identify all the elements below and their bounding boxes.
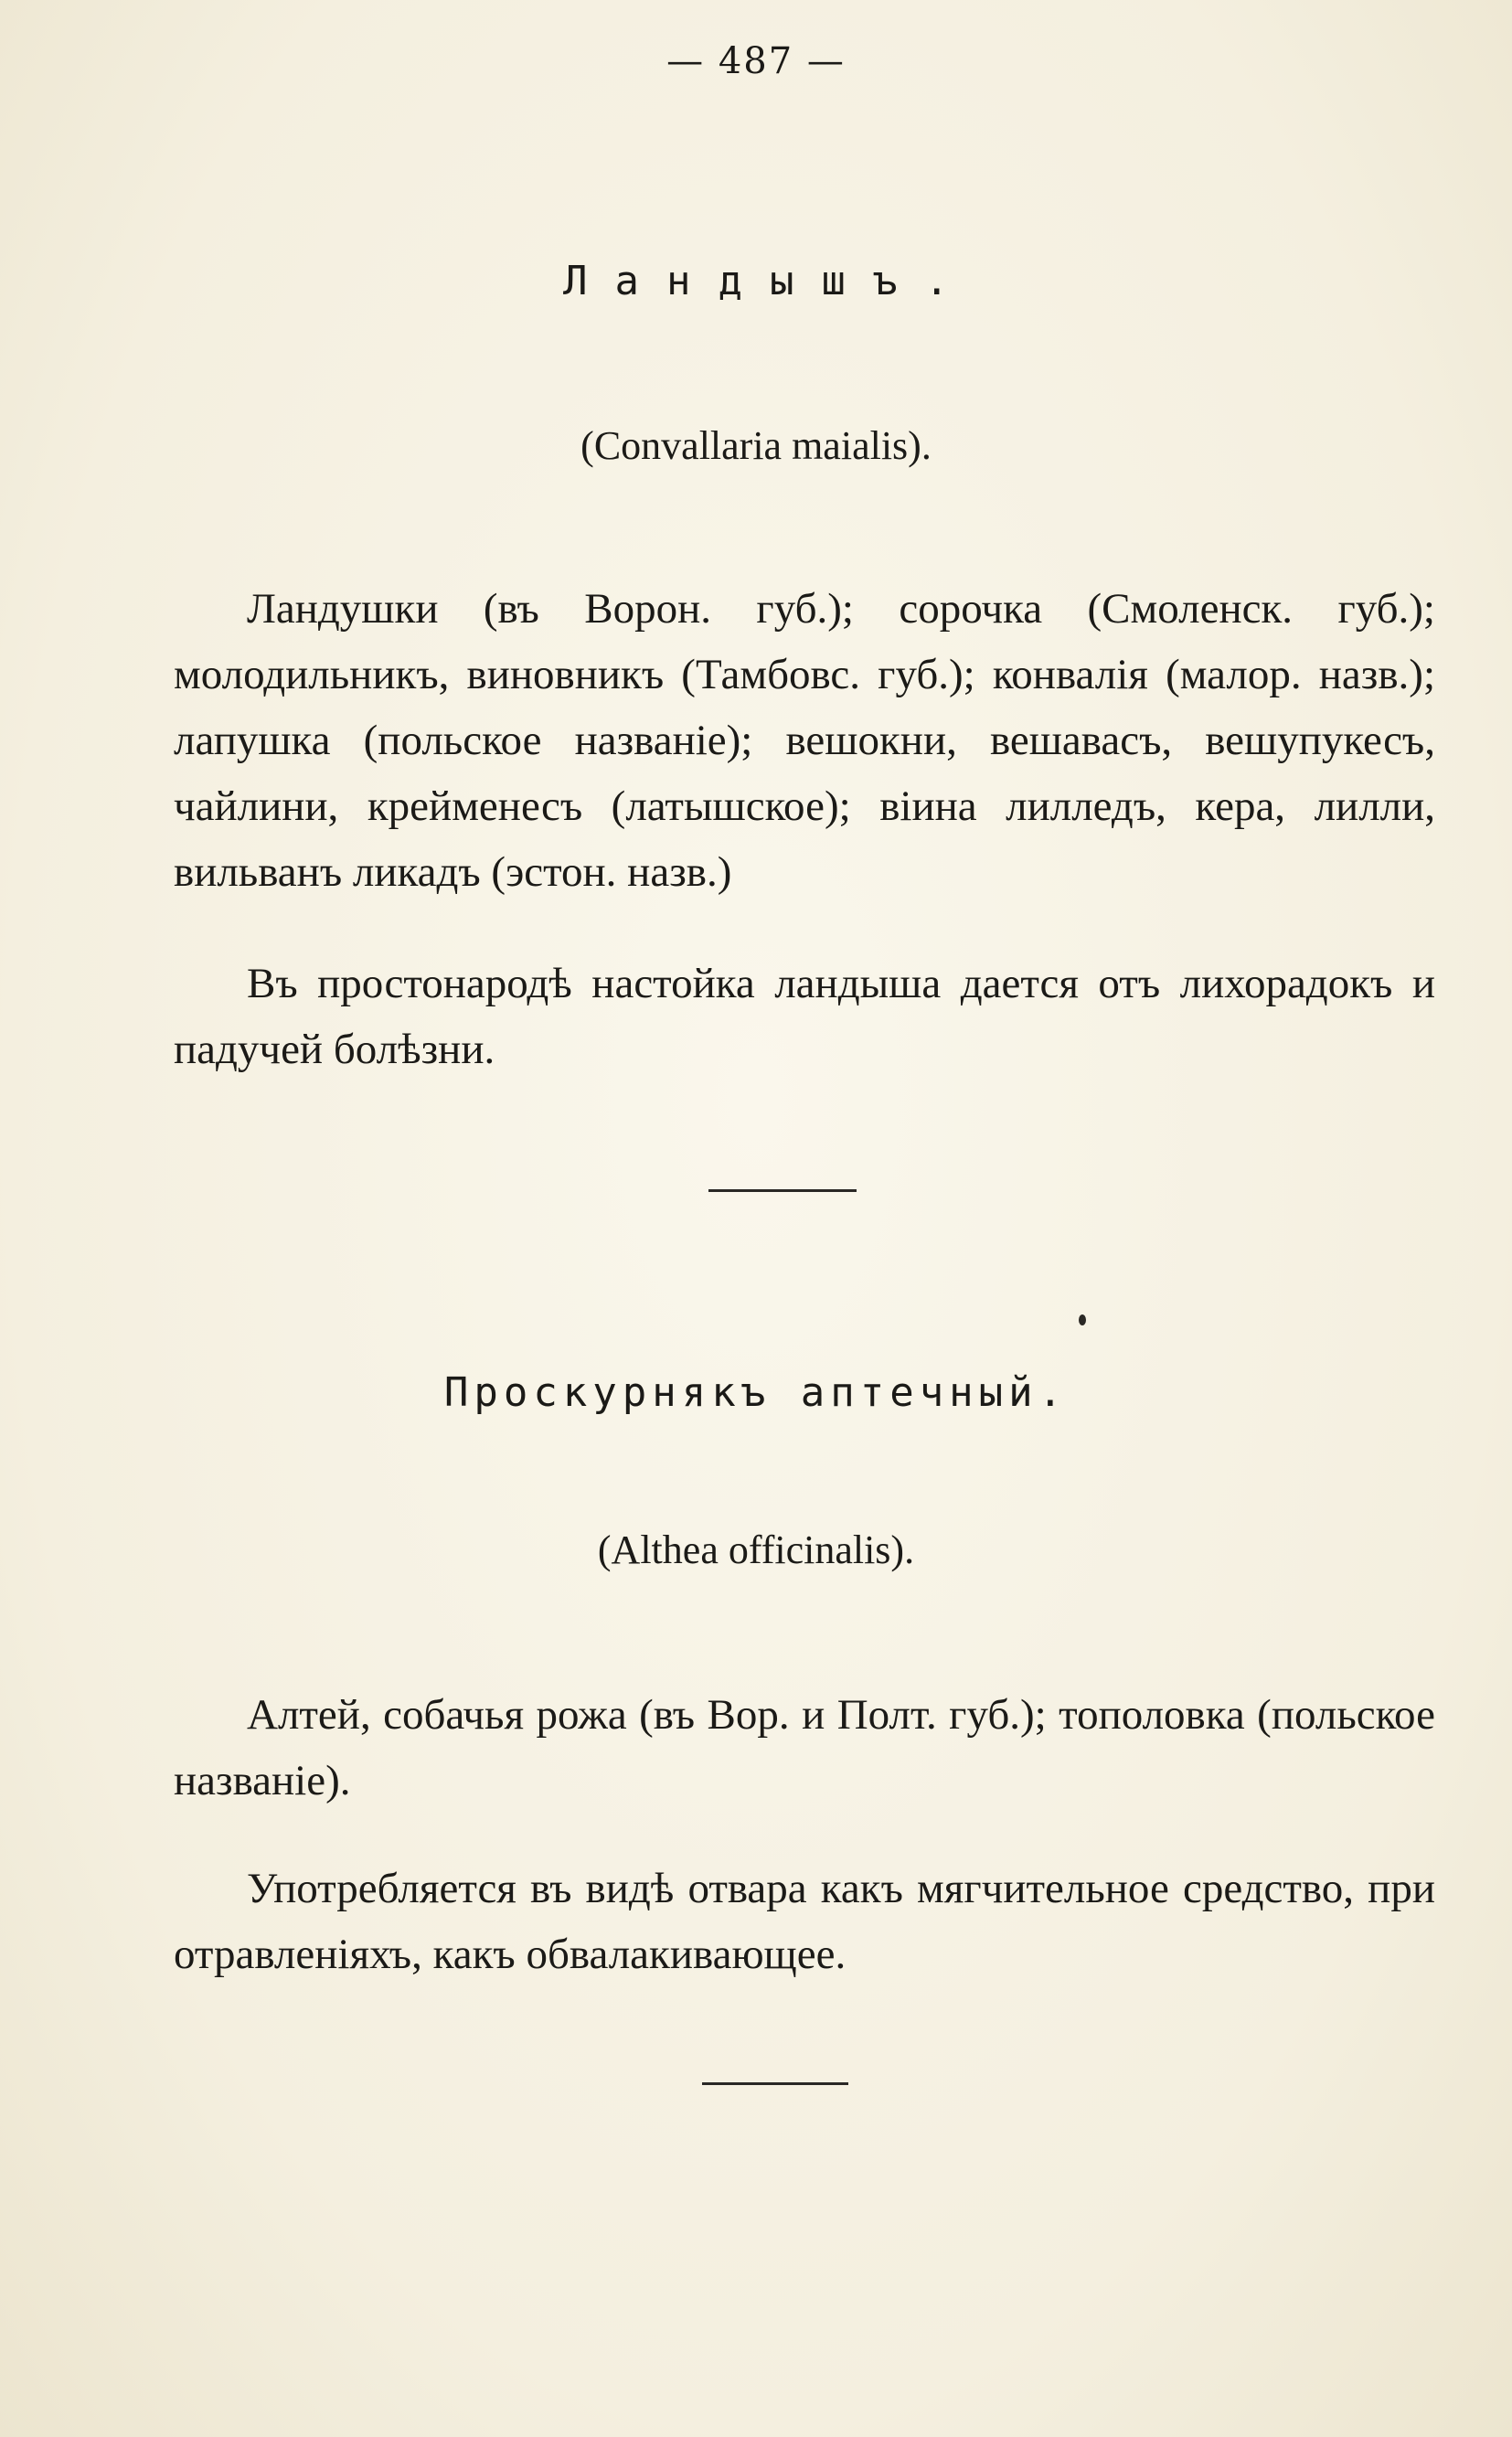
- section-title-landysh: Ландышъ.: [563, 258, 976, 304]
- ink-speck: [1079, 1314, 1086, 1325]
- section-divider-2: [702, 2082, 848, 2085]
- section-title-proskurnyak: Проскурнякъ аптечный.: [443, 1369, 1069, 1416]
- paragraph-common-names-althea: Алтей, собачья рожа (въ Вор. и Полт. губ.); тополовка (польское названіе).: [174, 1691, 1435, 1804]
- paragraph-usage-althea: Употребляется въ видѣ отвара какъ мягчительное средство, при отравленіяхъ, какъ обвалакивающее.: [174, 1865, 1435, 1978]
- section-divider-1: [708, 1189, 857, 1192]
- latin-name-althea: (Althea officinalis).: [597, 1527, 915, 1572]
- latin-name-convallaria: (Convallaria maialis).: [580, 423, 932, 468]
- page-number: — 487 —: [666, 40, 846, 82]
- paragraph-common-names-landysh: Ландушки (въ Ворон. губ.); сорочка (Смоленск. губ.); молодильникъ, виновникъ (Тамбовс. губ.); конвалія (малор. назв.); лапушка (польское названіе); вешокни, вешавасъ, вешупукесъ, чайлини, крейменесъ (латышское); віина лилледъ, кера, лилли, вильванъ ликадъ (эстон. назв.): [174, 585, 1435, 896]
- paragraph-usage-landysh: Въ простонародѣ настойка ландыша дается отъ лихорадокъ и падучей болѣзни.: [174, 960, 1435, 1073]
